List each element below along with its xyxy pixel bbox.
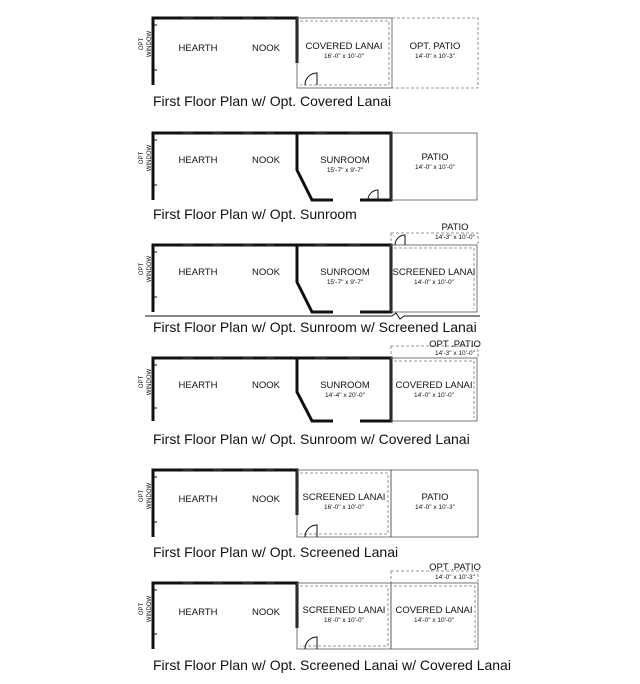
outside-patio: PATIO: [441, 222, 469, 233]
room-covered-lanai-dims: 16'-0" x 10'-0": [324, 53, 364, 60]
room-screened-lanai: SCREENED LANAI: [302, 605, 386, 616]
room-nook: NOOK: [252, 380, 280, 391]
room-hearth: HEARTH: [178, 494, 218, 505]
plan-caption: First Floor Plan w/ Opt. Sunroom w/ Covered Lanai: [153, 431, 470, 447]
room-covered-lanai-dims: 14'-0" x 10'-0": [414, 392, 454, 399]
room-patio: PATIO: [421, 152, 449, 163]
room-nook: NOOK: [252, 155, 280, 166]
room-sunroom-dims: 15'-7" x 9'-7": [326, 167, 364, 174]
room-screened-lanai-dims: 16'-0" x 10'-0": [324, 617, 364, 624]
plan-caption: First Floor Plan w/ Opt. Sunroom w/ Screened Lanai: [153, 319, 477, 335]
room-opt-patio-dims: 14'-0" x 10'-3": [415, 53, 455, 60]
room-hearth: HEARTH: [178, 267, 218, 278]
plan-caption: First Floor Plan w/ Opt. Covered Lanai: [153, 93, 392, 109]
room-sunroom: SUNROOM: [320, 155, 370, 166]
room-nook: NOOK: [252, 267, 280, 278]
room-sunroom: SUNROOM: [320, 380, 370, 391]
opt-window-label: OPT WINDOW: [139, 255, 153, 283]
room-screened-lanai-dims: 14'-0" x 10'-0": [414, 279, 454, 286]
room-hearth: HEARTH: [178, 607, 218, 618]
room-nook: NOOK: [252, 607, 280, 618]
room-sunroom: SUNROOM: [320, 267, 370, 278]
outside-opt-patio-dims: 14'-3" x 10'-0": [435, 350, 475, 357]
plan-caption: First Floor Plan w/ Opt. Screened Lanai w/ Covered Lanai: [153, 657, 511, 673]
plan-sunroom-covered-lanai: [139, 339, 481, 447]
room-covered-lanai: COVERED LANAI: [395, 380, 473, 391]
room-patio: PATIO: [421, 492, 449, 503]
plan-sunroom-screened-lanai: [139, 222, 480, 335]
covered-lanai-outline: [391, 583, 478, 649]
room-screened-lanai-dims: 16'-0" x 10'-0": [324, 504, 364, 511]
outside-opt-patio: OPT .PATIO: [429, 339, 481, 350]
opt-window-label: OPT WINDOW: [139, 30, 153, 58]
room-hearth: HEARTH: [178, 380, 218, 391]
room-hearth: HEARTH: [178, 43, 218, 54]
plan-covered-lanai: [139, 18, 478, 109]
outside-patio-dims: 14'-3" x 10'-0": [435, 234, 475, 241]
room-screened-lanai: SCREENED LANAI: [302, 492, 386, 503]
plan-caption: First Floor Plan w/ Opt. Screened Lanai: [153, 544, 399, 560]
opt-window-label: OPT WINDOW: [139, 368, 153, 396]
room-patio-dims: 14'-0" x 10'-0": [415, 164, 455, 171]
outside-opt-patio: OPT .PATIO: [429, 562, 481, 573]
room-covered-lanai: COVERED LANAI: [395, 605, 473, 616]
room-covered-lanai: COVERED LANAI: [305, 41, 383, 52]
plan-sunroom: [139, 133, 477, 222]
plan-caption: First Floor Plan w/ Opt. Sunroom: [153, 206, 357, 222]
plan-screened-lanai-covered-lanai: [139, 562, 511, 673]
room-covered-lanai-dims: 14'-0" x 10'-0": [414, 617, 454, 624]
room-opt-patio: OPT. PATIO: [409, 41, 461, 52]
room-screened-lanai: SCREENED LANAI: [392, 267, 476, 278]
outside-opt-patio-dims: 14'-0" x 10'-3": [435, 574, 475, 581]
screened-lanai-outline: [297, 583, 391, 649]
plan-screened-lanai: [139, 470, 478, 560]
room-nook: NOOK: [252, 43, 280, 54]
room-sunroom-dims: 14'-4" x 20'-0": [325, 392, 365, 399]
opt-window-label: OPT WINDOW: [139, 595, 153, 623]
room-patio-dims: 14'-0" x 10'-3": [415, 504, 455, 511]
opt-window-label: OPT WINDOW: [139, 482, 153, 510]
room-hearth: HEARTH: [178, 155, 218, 166]
room-nook: NOOK: [252, 494, 280, 505]
room-sunroom-dims: 15'-7" x 9'-7": [326, 279, 364, 286]
opt-window-label: OPT WINDOW: [139, 144, 153, 172]
